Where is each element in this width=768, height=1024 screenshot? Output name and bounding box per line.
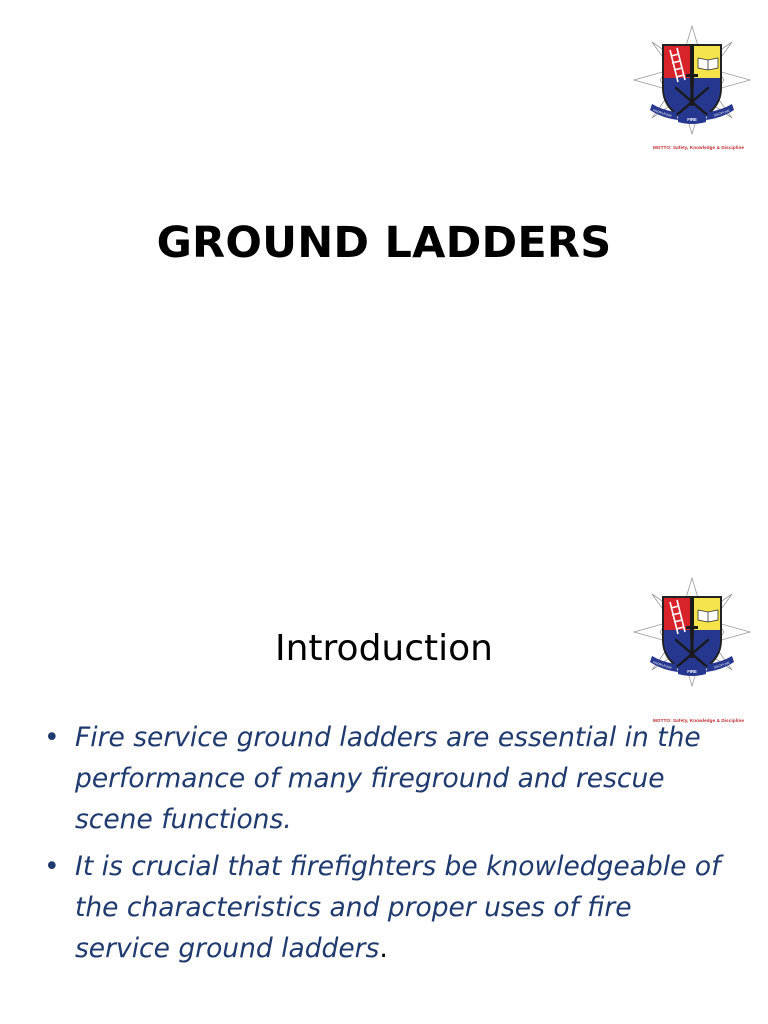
slide-2 — [0, 512, 768, 1024]
slide-title: GROUND LADDERS — [156, 218, 612, 268]
bullet-trail: . — [379, 933, 388, 964]
crest-ribbon-right: DISCIPLINE — [713, 108, 731, 118]
crest-ribbon-left: KNOWLEDGE — [652, 660, 673, 670]
slide-title: Introduction — [274, 628, 493, 669]
crest-ribbon-right: DISCIPLINE — [713, 660, 731, 670]
logo-motto: MOTTO: Safety, Knowledge & Discipline — [653, 718, 745, 723]
fire-service-crest-logo — [632, 26, 752, 134]
crest-ribbon-left: KNOWLEDGE — [652, 108, 673, 118]
logo-motto: MOTTO: Safety, Knowledge & Discipline — [653, 145, 745, 150]
bullet-icon: • — [44, 722, 60, 753]
bullet-text: Fire service ground ladders are essential in the performance of many fireground and rescue scene functions. — [75, 722, 701, 835]
bullet-item — [44, 717, 734, 840]
crest-ribbon-center: FIRE — [687, 117, 697, 122]
bullet-list — [44, 717, 734, 975]
crest-ribbon-center: FIRE — [687, 669, 697, 674]
bullet-text: It is crucial that firefighters be knowledgeable of the characteristics and proper uses of fire service ground ladders — [75, 851, 721, 964]
bullet-icon: • — [44, 851, 60, 882]
bullet-item — [44, 846, 734, 969]
